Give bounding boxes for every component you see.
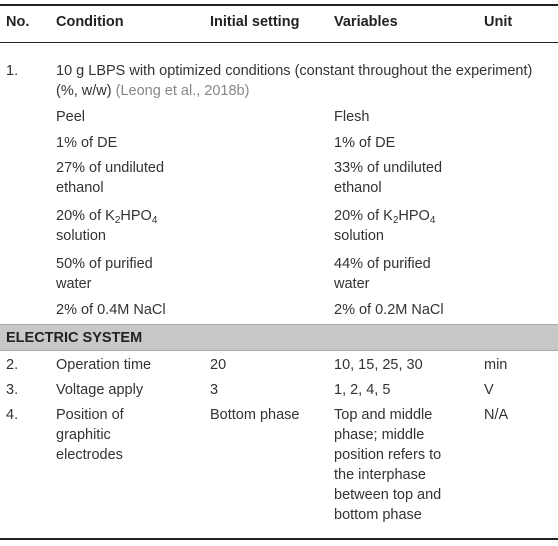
citation-link[interactable]: (Leong et al., 2018b) bbox=[115, 83, 250, 99]
peel-k2hpo4-mid: HPO bbox=[120, 208, 152, 224]
flesh-water-line1: 44% of purified bbox=[334, 256, 431, 272]
peel-ethanol-line2: ethanol bbox=[56, 180, 104, 196]
flesh-k2hpo4-line2: solution bbox=[334, 228, 384, 244]
row1-no: 1. bbox=[6, 63, 19, 79]
row2-no: 2. bbox=[6, 357, 19, 373]
flesh-k2hpo4-sub1: 2 bbox=[392, 215, 399, 226]
section-band bbox=[0, 324, 558, 351]
row4-variables-line: the interphase bbox=[334, 467, 426, 483]
peel-water-line1: 50% of purified bbox=[56, 256, 153, 272]
row4-variables-line: position refers to bbox=[334, 447, 442, 463]
peel-k2hpo4 bbox=[56, 206, 201, 246]
row1-desc-line1: 10 g LBPS with optimized conditions (constant throughout the experiment) bbox=[56, 63, 533, 79]
row2-unit: min bbox=[484, 357, 508, 373]
peel-k2hpo4-pre: 20% of K bbox=[56, 208, 115, 224]
row4-condition bbox=[56, 405, 201, 465]
top-rule bbox=[0, 4, 558, 6]
row4-no: 4. bbox=[6, 407, 19, 423]
row4-variables-line: phase; middle bbox=[334, 427, 425, 443]
section-title: ELECTRIC SYSTEM bbox=[6, 330, 143, 346]
header-condition: Condition bbox=[56, 14, 124, 30]
row1-desc-line2-text: (%, w/w) bbox=[56, 83, 112, 99]
peel-title: Peel bbox=[56, 109, 86, 125]
peel-ethanol-line1: 27% of undiluted bbox=[56, 160, 165, 176]
flesh-title: Flesh bbox=[334, 109, 370, 125]
row4-variables-line: between top and bbox=[334, 487, 442, 503]
row3-condition: Voltage apply bbox=[56, 382, 144, 398]
peel-nacl: 2% of 0.4M NaCl bbox=[56, 302, 166, 318]
flesh-k2hpo4-pre: 20% of K bbox=[334, 208, 393, 224]
bottom-rule bbox=[0, 538, 558, 540]
flesh-ethanol-line2: ethanol bbox=[334, 180, 382, 196]
header-variables: Variables bbox=[334, 14, 398, 30]
row2-condition: Operation time bbox=[56, 357, 152, 373]
peel-k2hpo4-line2: solution bbox=[56, 228, 106, 244]
flesh-de: 1% of DE bbox=[334, 135, 396, 151]
row3-unit: V bbox=[484, 382, 494, 398]
row4-condition-line: electrodes bbox=[56, 447, 123, 463]
peel-water-line2: water bbox=[56, 276, 92, 292]
flesh-water bbox=[334, 254, 474, 294]
flesh-k2hpo4 bbox=[334, 206, 474, 246]
row4-initial: Bottom phase bbox=[210, 407, 300, 423]
row4-unit: N/A bbox=[484, 407, 509, 423]
header-no: No. bbox=[6, 14, 30, 30]
flesh-water-line2: water bbox=[334, 276, 370, 292]
row3-variables: 1, 2, 4, 5 bbox=[334, 382, 391, 398]
header-rule bbox=[0, 42, 558, 43]
row2-variables: 10, 15, 25, 30 bbox=[334, 357, 423, 373]
flesh-nacl: 2% of 0.2M NaCl bbox=[334, 302, 444, 318]
peel-ethanol bbox=[56, 158, 201, 198]
flesh-k2hpo4-sub2: 4 bbox=[429, 215, 436, 226]
header-initial-setting: Initial setting bbox=[210, 14, 300, 30]
row4-condition-line: Position of bbox=[56, 407, 124, 423]
peel-k2hpo4-line1 bbox=[56, 206, 201, 226]
row4-variables-line: Top and middle bbox=[334, 407, 433, 423]
flesh-k2hpo4-line1 bbox=[334, 206, 474, 226]
header-unit: Unit bbox=[484, 14, 513, 30]
peel-k2hpo4-sub2: 4 bbox=[151, 215, 158, 226]
row4-variables-line: bottom phase bbox=[334, 507, 422, 523]
row3-no: 3. bbox=[6, 382, 19, 398]
peel-k2hpo4-sub1: 2 bbox=[114, 215, 121, 226]
flesh-ethanol bbox=[334, 158, 474, 198]
flesh-k2hpo4-mid: HPO bbox=[398, 208, 430, 224]
row1-description bbox=[56, 61, 556, 101]
peel-water bbox=[56, 254, 201, 294]
flesh-ethanol-line1: 33% of undiluted bbox=[334, 160, 443, 176]
row4-variables bbox=[334, 405, 474, 525]
row1-desc-line2 bbox=[56, 81, 556, 101]
peel-de: 1% of DE bbox=[56, 135, 118, 151]
row2-initial: 20 bbox=[210, 357, 227, 373]
row3-initial: 3 bbox=[210, 382, 219, 398]
row4-condition-line: graphitic bbox=[56, 427, 111, 443]
